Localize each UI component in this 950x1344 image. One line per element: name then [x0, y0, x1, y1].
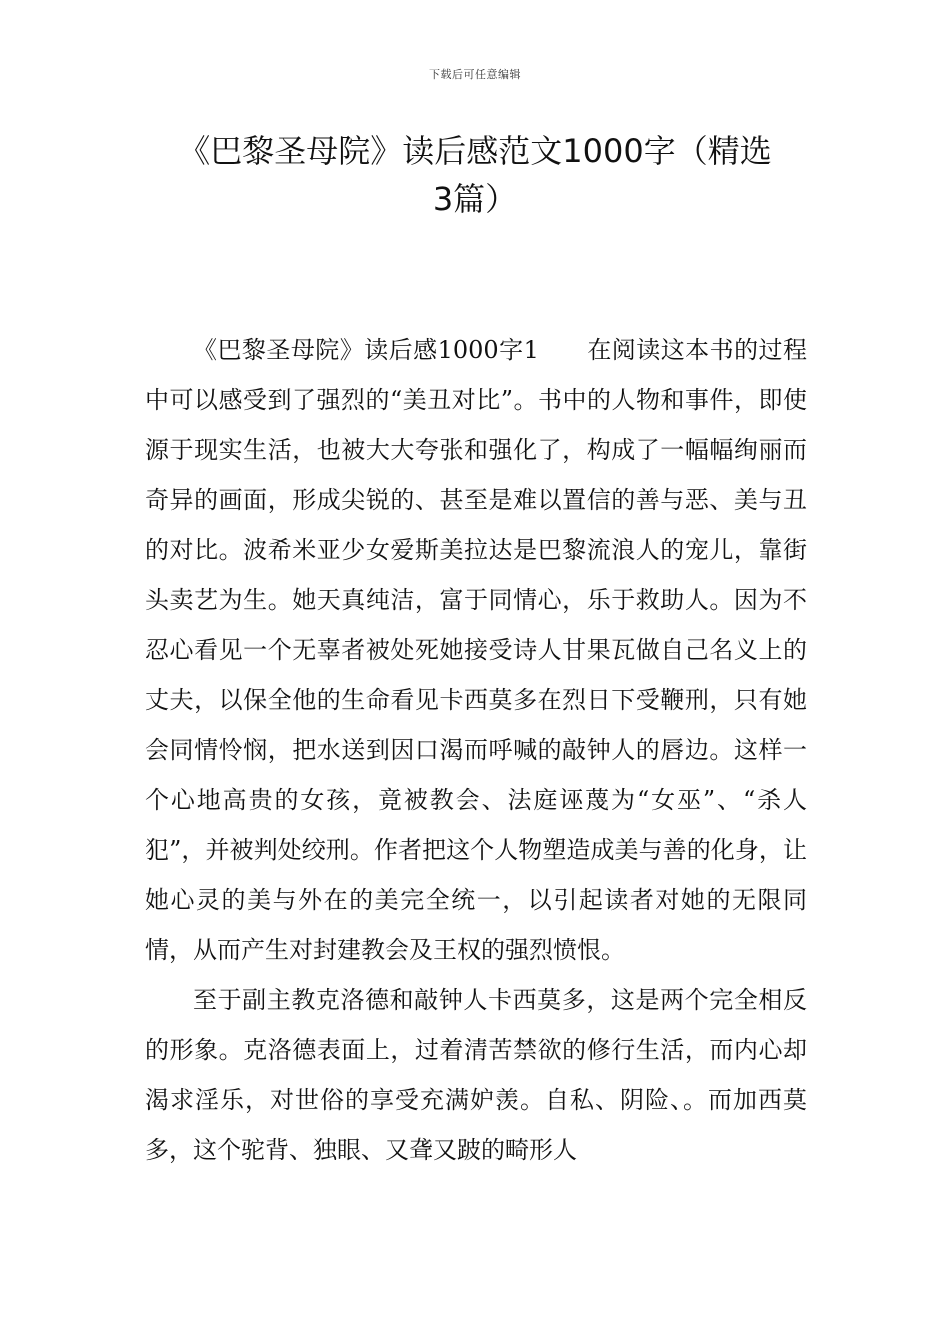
- document-title: [145, 127, 805, 223]
- paragraph-2-text: 至于副主教克洛德和敲钟人卡西莫多，这是两个完全相反的形象。克洛德表面上，过着清苦禁欲的修行生活，而内心却渴求淫乐，对世俗的享受充满妒羡。自私、阴险、。而加西莫多，这个驼背、独眼、又聋又跛的畸形人: [145, 986, 807, 1164]
- section-heading: 《巴黎圣母院》读后感1000字1: [193, 336, 539, 364]
- document-title-line-2: 3篇）: [432, 180, 518, 218]
- paragraph-2: [145, 975, 807, 1175]
- document-body: [145, 325, 807, 1175]
- paragraph-1: [145, 325, 807, 975]
- page-header-note: 下载后可任意编辑: [429, 68, 521, 81]
- document-title-line-1: 《巴黎圣母院》读后感范文1000字（精选: [178, 132, 772, 170]
- paragraph-1-text: 在阅读这本书的过程中可以感受到了强烈的“美丑对比”。书中的人物和事件，即使源于现实生活，也被大大夸张和强化了，构成了一幅幅绚丽而奇异的画面，形成尖锐的、甚至是难以置信的善与恶、美与丑的对比。波希米亚少女爱斯美拉达是巴黎流浪人的宠儿，靠街头卖艺为生。她天真纯洁，富于同情心，乐于救助人。因为不忍心看见一个无辜者被处死她接受诗人甘果瓦做自己名义上的丈夫，以保全他的生命看见卡西莫多在烈日下受鞭刑，只有她会同情怜悯，把水送到因口渴而呼喊的敲钟人的唇边。这样一个心地高贵的女孩，竟被教会、法庭诬蔑为“女巫”、“杀人犯”，并被判处绞刑。作者把这个人物塑造成美与善的化身，让她心灵的美与外在的美完全统一，以引起读者对她的无限同情，从而产生对封建教会及王权的强烈愤恨。: [145, 336, 807, 964]
